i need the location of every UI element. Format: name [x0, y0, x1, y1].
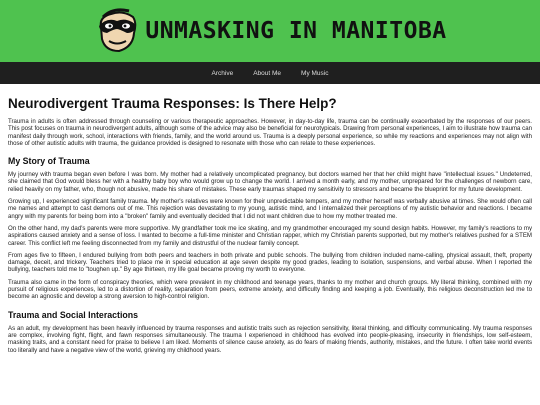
mask-face-icon[interactable] [93, 7, 141, 55]
article [0, 96, 540, 354]
section-heading: My Story of Trauma [8, 156, 90, 167]
paragraph: Growing up, I experienced significant family trauma. My mother's relatives were known for their unpredictable tempers, and my mother herself was verbally abusive at times. She would often call me names and attempt to cast demons out of me. This rejection was devastating to my young, autistic mind, and I internalized their perceptions of my autistic behavior and reactions. I became angry with my parents for being born into a "broken" family and eventually decided that I did not want children due to how my mother treated me. [8, 198, 532, 220]
section-heading: Trauma and Social Interactions [8, 309, 139, 320]
main-nav [0, 62, 540, 84]
site-title[interactable]: UNMASKING IN MANITOBA [145, 18, 447, 44]
paragraph: From ages five to fifteen, I endured bullying from both peers and teachers in both private and public schools. The bullying from children included name-calling, physical assault, theft, property damage, deceit, and trickery. Teachers tried to place me in special education at age seven despite my good grades, leading to isolation, suspensions, and verbal abuse. When I reported the bullying, teachers told me to "toughen up." By age thirteen, my life goal became proving my worth to everyone. [8, 251, 532, 274]
site-banner [0, 0, 540, 62]
paragraph: Trauma also came in the form of conspiracy theories, which were prevalent in my childhood and teenage years, thanks to my mother and church groups. My literal thinking, combined with my pursuit of religious experiences, led to a distortion of reality, separation from peers, extreme anxiety, and difficulty finding and keeping a job. Eventually, this religious deconstruction led me to become an agnostic and develop a strong aversion to high-control religion. [8, 278, 532, 301]
paragraph: On the other hand, my dad's parents were more supportive. My grandfather took me ice skating, and my grandmother encouraged my sound design habits. However, my family's reactions to my aspirations caused anxiety and a sense of loss. I wanted to become a full-time minister and Christian rapper, which my Christian parents supported, but my mother's relatives pushed for a STEM career. This conflict left me feeling disconnected from my family and distrustful of the nuclear family concept. [8, 224, 532, 247]
nav-my-music[interactable]: My Music [301, 69, 329, 77]
paragraph: My journey with trauma began even before I was born. My mother had a relatively uncomplicated pregnancy, but doctors warned her that her child might have "intellectual issues." Undeterred, she claimed that God would bless her with a healthy baby boy who would grow up to change the world. I arrived a month early, and my mother, unprepared for the challenges of newborn care, relied heavily on my father, who, though not abusive, made his share of mistakes. These early traumas shaped my sensitivity to stressors and became the blueprint for my future development. [8, 171, 532, 193]
page-title: Neurodivergent Trauma Responses: Is There Help? [8, 96, 337, 111]
nav-about-me[interactable]: About Me [253, 69, 282, 77]
paragraph: As an adult, my development has been heavily influenced by trauma responses and autistic traits such as rejection sensitivity, literal thinking, and difficulty communicating. My trauma responses are complex, involving fight, flight, and fawn responses simultaneously. The trauma I experienced in childhood has evolved into people-pleasing, insecurity in friendships, low self-esteem, masking traits, and a constant need for praise to believe I am liked. Moments of silence cause anxiety, as do fears of making friends, authority, mistakes, and the future. I often take world events too literally and have a negative view of the world, grieving my childhood years. [8, 324, 532, 354]
intro-paragraph: Trauma in adults is often addressed through counseling or various therapeutic approaches. However, in day-to-day life, trauma can be continually exacerbated by the responses of our peers. This post focuses on trauma in neurodivergent adults, although some of the advice may also be beneficial for neurotypicals. Drawing from personal experiences, I aim to illustrate how trauma can manifest daily through work, school, interactions with friends, family, and the world around us. Trauma is a deeply personal experience, so while my reactions and experiences may not align with those of other autistic adults with trauma, the guidance provided is designed to resonate with those who can relate to these experiences. [8, 118, 532, 147]
nav-archive[interactable]: Archive [211, 69, 234, 77]
